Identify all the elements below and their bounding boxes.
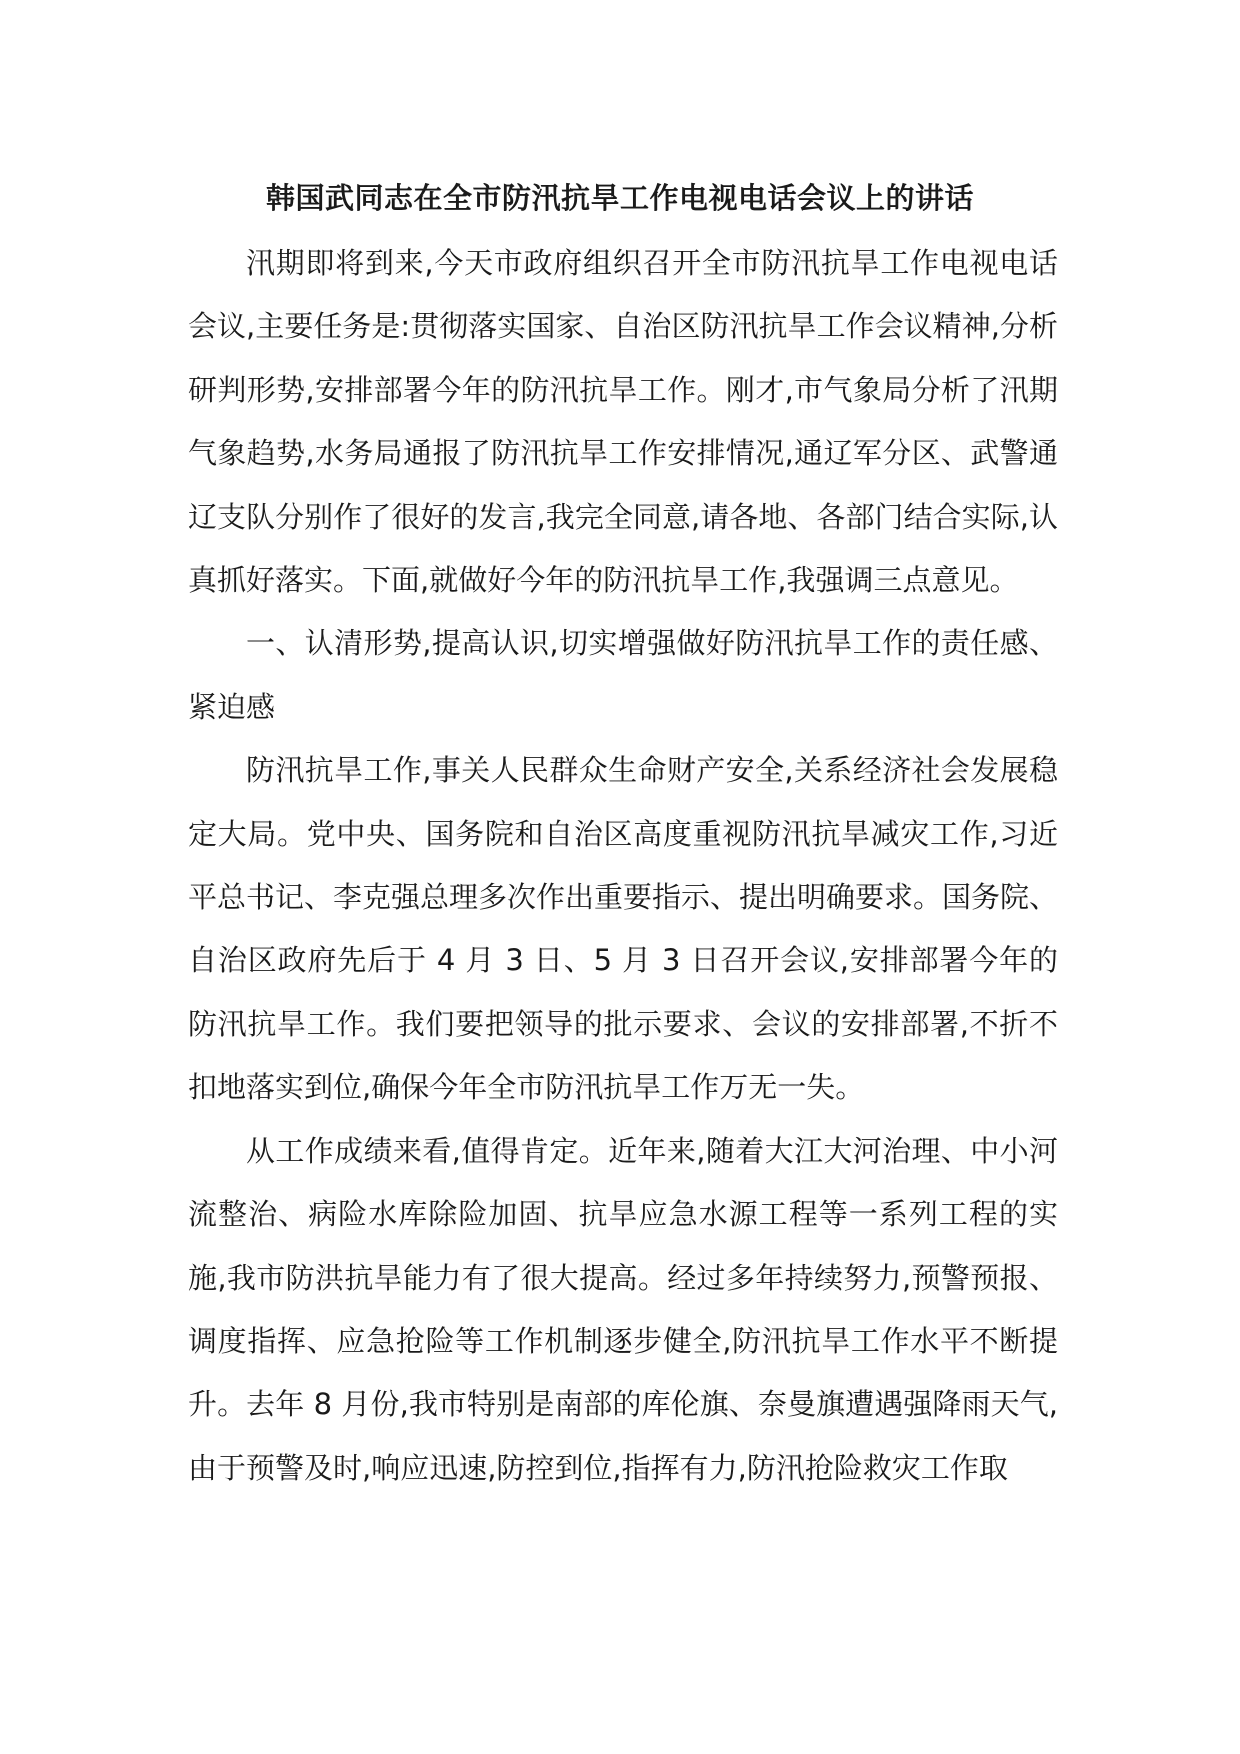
paragraph-importance: 防汛抗旱工作,事关人民群众生命财产安全,关系经济社会发展稳定大局。党中央、国务院和自治区高度重视防汛抗旱减灾工作,习近平总书记、李克强总理多次作出重要指示、提出明确要求。国务院、自治区政府先后于 4 月 3 日、5 月 3 日召开会议,安排部署今年的防汛抗旱工作。我们要把领导的批示要求、会议的安排部署,不折不扣地落实到位,确保今年全市防汛抗旱工作万无一失。 (188, 753, 1059, 1105)
paragraph-achievements: 从工作成绩来看,值得肯定。近年来,随着大江大河治理、中小河流整治、病险水库除险加固、抗旱应急水源工程等一系列工程的实施,我市防洪抗旱能力有了很大提高。经过多年持续努力,预警预报、调度指挥、应急抢险等工作机制逐步健全,防汛抗旱工作水平不断提升。去年 8 月份,我市特别是南部的库伦旗、奈曼旗遭遇强降雨天气,由于预警及时,响应迅速,防控到位,指挥有力,防汛抢险救灾工作取 (188, 1133, 1058, 1485)
document-body (188, 232, 1058, 1500)
document-title: 韩国武同志在全市防汛抗旱工作电视电话会议上的讲话 (265, 181, 974, 215)
section-heading-1: 一、认清形势,提高认识,切实增强做好防汛抗旱工作的责任感、紧迫感 (188, 626, 1058, 724)
paragraph-intro: 汛期即将到来,今天市政府组织召开全市防汛抗旱工作电视电话会议,主要任务是:贯彻落实国家、自治区防汛抗旱工作会议精神,分析研判形势,安排部署今年的防汛抗旱工作。刚才,市气象局分析了汛期气象趋势,水务局通报了防汛抗旱工作安排情况,通辽军分区、武警通辽支队分别作了很好的发言,我完全同意,请各地、各部门结合实际,认真抓好落实。下面,就做好今年的防汛抗旱工作,我强调三点意见。 (188, 246, 1058, 598)
